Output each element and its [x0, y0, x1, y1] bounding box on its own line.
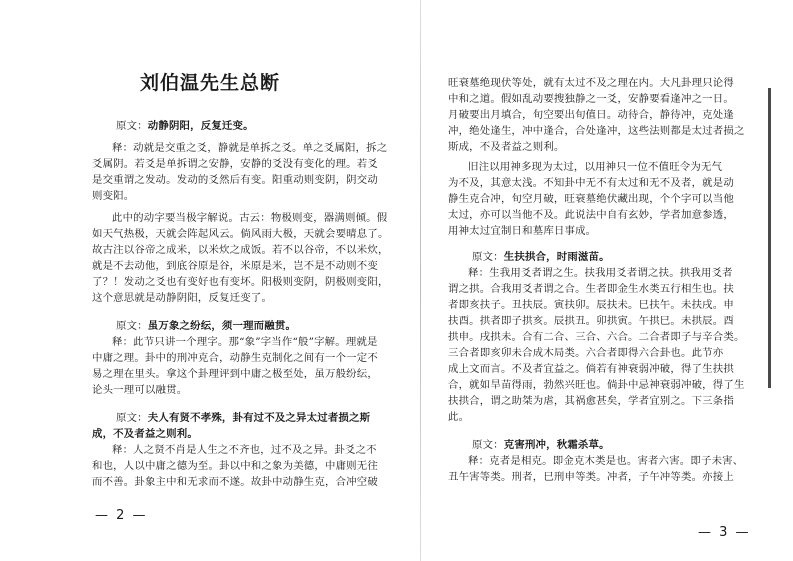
paragraph-line: 而不善。卦象主中和无求而不遂。故卦中动静生克，合冲空破	[92, 476, 378, 488]
left-text	[92, 118, 400, 490]
original-label: 原文：	[472, 439, 504, 451]
right-page	[420, 0, 793, 561]
paragraph-line: 易之理在里头。拿这个卦理评到中庸之极至处，虽万般纷纭，	[92, 368, 378, 380]
paragraph-line: 丑午害等类。刑者，巳刑申等类。冲者，子午冲等类。亦接上	[448, 471, 734, 483]
paragraph-line: 此。	[448, 411, 470, 423]
original-label: 原文：	[116, 120, 148, 132]
original-text-line	[92, 318, 400, 334]
paragraph-line: 者即亥扶子。丑扶辰。寅扶卯。辰扶未。巳扶午。未扶戌。申	[448, 299, 734, 311]
paragraph-line: 用神太过宜制日和墓库日事成。	[448, 225, 597, 237]
paragraph-line: 释：此节只讲一个理字。那“象”字当作“般”字解。理就是	[112, 336, 378, 348]
original-label: 原文：	[116, 320, 148, 332]
paragraph-line: 如天气热极，天就会阵起风云。倘风雨大极，天就会要晴息了。	[92, 228, 389, 240]
paragraph-line: 此中的动字要当极字解说。古云：物极则变，器满则倾。假	[112, 212, 388, 224]
paragraph-line: 是交重谓之发动。发动的爻然后有变。阳重动则变阴，阴交动	[92, 174, 378, 186]
paragraph-line: 为不及，其意太浅。不知卦中无不有太过和无不及者，就是动	[448, 177, 734, 189]
paragraph-line: 中庸之理。卦中的刑冲克合，动静生克制化之间有一个一定不	[92, 352, 378, 364]
paragraph-line: 扶拱合，谓之助桀为虐，其祸愈甚矣，学者宜别之。下三条指	[448, 395, 734, 407]
paragraph-line: 释：克者是相克。即金克木类是也。害者六害。即子未害、	[468, 455, 744, 467]
paragraph-line: 论头一理可以融贯。	[92, 384, 188, 396]
paragraph-line: 这个意思就是动静阴阳，反复迁变了。	[92, 292, 273, 304]
paragraph-line: 故古注以谷帝之成米，以米炊之成饭。若不以谷帝，不以米炊，	[92, 244, 389, 256]
original-text-line	[448, 249, 768, 265]
original-text-line	[92, 118, 400, 134]
original-text-line	[92, 410, 400, 426]
paragraph-line: 太过，亦可以当他不及。此说法中自有玄妙，学者加意参透，	[448, 209, 734, 221]
original-text: 虽万象之纷纭，须一理而融贯。	[147, 320, 297, 332]
paragraph-line: 释：动就是交重之爻，静就是单拆之爻。单之爻属阳，拆之	[112, 142, 388, 154]
original-text-line	[448, 437, 768, 453]
paragraph-line: 和也，人以中庸之德为至。卦以中和之象为美德，中庸则无往	[92, 460, 378, 472]
paragraph-line: 扶酉。拱者即子拱亥。辰拱丑。卯拱寅。午拱巳。未拱辰。酉	[448, 315, 734, 327]
scan-edge-mark	[768, 88, 771, 388]
paragraph-line: 就是不去动他，到底谷原是谷，米原是米，岂不是不动则不变	[92, 260, 378, 272]
page-number: — 2 —	[95, 508, 148, 523]
paragraph-line: 中和之道。假如乱动要搜独静之一爻，安静要看逢冲之一日。	[448, 93, 734, 105]
paragraph-line: 释：人之贤不肖是人生之不齐也，过不及之异。卦爻之不	[112, 444, 377, 456]
paragraph-line: 斯成，不及者益之则利。	[448, 141, 565, 153]
paragraph-line: 成上文而言。不及者宜益之。倘若有神衰弱冲破，得了生扶拱	[448, 363, 734, 375]
paragraph-line: 了？！发动之爻也有变好也有变坏。阳极则变阴，阴极则变阳，	[92, 276, 389, 288]
paragraph-line: 则变阳。	[92, 190, 135, 202]
paragraph-line: 旺衰墓绝现伏等处，就有太过不及之理在内。大凡卦理只论得	[448, 77, 734, 89]
original-text-continued: 成，不及者益之则利。	[92, 428, 198, 440]
paragraph-line: 合，就如旱苗得雨，勃然兴旺也。倘卦中忌神衰弱冲破，得了生	[448, 379, 745, 391]
paragraph-line: 释：生我用爻者谓之生。扶我用爻者谓之扶。拱我用爻者	[468, 267, 733, 279]
paragraph-line: 爻属阴。若爻是单拆谓之安静，安静的爻没有变化的理。若爻	[92, 158, 378, 170]
paragraph-line: 月破要出月填合，旬空要出旬值日。动待合，静待冲，克处逢	[448, 109, 734, 121]
paragraph-line: 谓之拱。合我用爻者谓之合。生者即金生水类五行相生也。扶	[448, 283, 734, 295]
original-text: 动静阴阳，反复迁变。	[147, 120, 254, 132]
original-label: 原文：	[116, 412, 148, 424]
original-text: 生扶拱合，时雨滋苗。	[503, 251, 610, 263]
paragraph-line: 三合者即亥卯未合成木局类。六合者即得六合卦也。此节亦	[448, 347, 724, 359]
original-label: 原文：	[472, 251, 504, 263]
page-title: 刘伯温先生总断	[139, 72, 280, 94]
right-text	[448, 75, 768, 485]
page-number: — 3 —	[698, 525, 751, 540]
paragraph-line: 静生克合冲，旬空月破，旺衰墓绝伏藏出现，个个字可以当他	[448, 193, 734, 205]
original-text: 克害刑冲，秋霜杀草。	[503, 439, 610, 451]
paragraph-line: 冲，绝处逢生，冲中逢合，合处逢冲，这些法则都是太过者损之	[448, 125, 745, 137]
original-text: 夫人有贤不孝殊，卦有过不及之异太过者损之斯	[147, 412, 371, 424]
paragraph-line: 旧注以用神多现为太过，以用神只一位不值旺令为无气	[468, 161, 723, 173]
paragraph-line: 拱申。戌拱未。合有二合、三合、六合。二合者即子与辛合类。	[448, 331, 745, 343]
